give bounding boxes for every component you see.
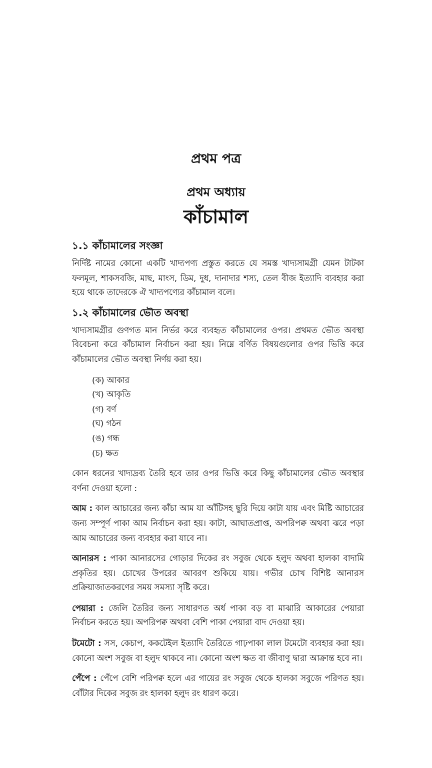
definition-paragraph: নির্দিষ্ট নামের কোনো একটি খাদ্যপণ্য প্রস্তুত করতে যে সমস্ত খাদ্যসামগ্রী যেমন টাটকা ফলমূল, শাকসবজি, মাছ, মাংস, ডিম, দুধ, দানাদার শস্য, তেল বীজ ইত্যাদি ব্যবহার করা হয়ে থাকে তাদেরকে ঐ খাদ্যপণ্যের কাঁচামাল বলে। <box>72 258 364 298</box>
chapter-label: প্রথম অধ্যায় <box>186 185 246 199</box>
section-heading-physical-state: ১.২ কাঁচামালের ভৌত অবস্থা <box>72 307 189 319</box>
item-guava <box>72 601 364 630</box>
part-title: প্রথম পত্র <box>190 151 242 167</box>
item-term: আনারস : <box>72 553 107 564</box>
item-text: সস, কেচাপ, ককটেইল ইত্যাদি তৈরিতে গাঢ়পাকা লাল টমেটো ব্যবহার করা হয়। কোনো অংশ সবুজ বা হলুদ থাকবে না। কোনো অংশ ক্ষত বা জীবাণু দ্বারা আক্রান্ত হবে না। <box>72 638 364 663</box>
item-term: আম : <box>72 503 93 514</box>
item-papaya <box>72 671 364 700</box>
item-text: পাকা আনারসের গোড়ার দিকের রং সবুজ থেকে হলুদ অথবা হালকা বাদামি প্রকৃতির হয়। চোখের উপরের আবরণ শুকিয়ে যায়। গভীর চোখ বিশিষ্ট আনারস প্রক্রিয়াজাতকরণের সময় সমস্যা সৃষ্টি করে। <box>72 553 364 593</box>
item-mango <box>72 501 364 545</box>
criteria-list <box>92 373 364 461</box>
item-text: কাল আচারের জন্য কাঁচা আম যা আঁটিসহ ছুরি দিয়ে কাটা যায় এবং মিষ্টি আচারের জন্য সম্পূর্ণ পাকা আম নির্বাচন করা হয়। কাটা, আঘাতপ্রাপ্ত, অপরিপক্ব অথবা ঝরে পড়া আম আচারের জন্য ব্যবহার করা যাবে না। <box>72 503 364 543</box>
item-text: পেঁপে বেশি পরিপক্ব হলে এর গায়ের রং সবুজ থেকে হালকা সবুজে পরিণত হয়। বোঁটার দিকের সবুজ রং হালকা হলুদ রং ধারণ করে। <box>72 673 364 698</box>
chapter-title: কাঁচামাল <box>183 206 249 228</box>
section-heading-definition: ১.১ কাঁচামালের সংজ্ঞা <box>72 241 163 252</box>
item-term: টমেটো : <box>72 638 102 649</box>
page-content <box>72 239 364 706</box>
list-item: (ক) আকার <box>92 374 130 385</box>
item-term: পেয়ারা : <box>72 602 104 613</box>
item-pineapple <box>72 551 364 595</box>
list-item: (ঘ) গঠন <box>92 418 122 429</box>
physical-state-paragraph: খাদ্যসামগ্রীর গুণগত মান নির্ভর করে ব্যবহৃত কাঁচামালের ওপর। প্রথমত ভৌত অবস্থা বিবেচনা করে কাঁচামাল নির্বাচন করা হয়। নিম্নে বর্ণিত বিষয়গুলোর ওপর ভিত্তি করে কাঁচামালের ভৌত অবস্থা নির্ণয় করা হয়। <box>72 324 364 364</box>
list-item: (ঙ) গন্ধ <box>92 432 120 443</box>
list-item: (গ) বর্ণ <box>92 403 117 414</box>
intro-paragraph: কোন ধরনের খাদ্যদ্রব্য তৈরি হবে তার ওপর ভিত্তি করে কিছু কাঁচামালের ভৌত অবস্থার বর্ণনা দেওয়া হলো : <box>72 468 364 493</box>
list-item: (খ) আকৃতি <box>92 389 131 400</box>
list-item: (চ) ক্ষত <box>92 447 119 458</box>
item-term: পেঁপে : <box>72 673 97 684</box>
item-text: জেলি তৈরির জন্য সাধারণত অর্ধ পাকা বড় বা মাঝারি আকারের পেয়ারা নির্বাচন করতে হয়। অপরিপক্ব অথবা বেশি পাকা পেয়ারা বাদ দেওয়া হয়। <box>72 602 364 628</box>
item-tomato <box>72 636 364 665</box>
